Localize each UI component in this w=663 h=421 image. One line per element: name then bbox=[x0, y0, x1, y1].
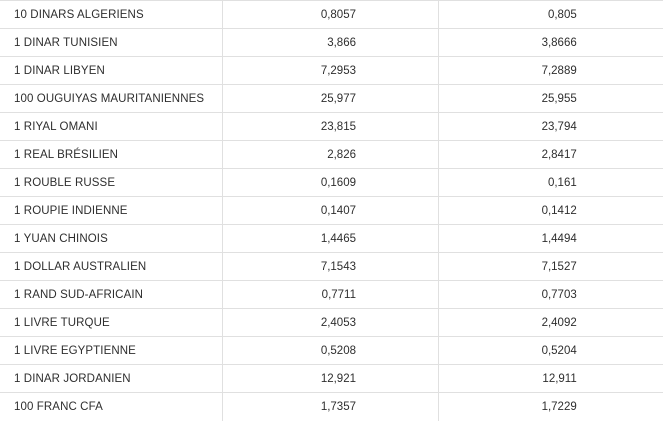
rate-buy-cell bbox=[222, 141, 438, 169]
rate-sell-value: 0,1412 bbox=[541, 204, 577, 217]
currency-label: 1 ROUPIE INDIENNE bbox=[0, 197, 222, 225]
table-row bbox=[0, 197, 663, 225]
rate-sell-value: 1,7229 bbox=[541, 400, 577, 413]
rate-buy-value: 25,977 bbox=[320, 92, 356, 105]
currency-label: 1 YUAN CHINOIS bbox=[0, 225, 222, 253]
currency-label: 10 DINARS ALGERIENS bbox=[0, 1, 222, 29]
rate-sell-value: 2,8417 bbox=[541, 148, 577, 161]
rate-buy-cell bbox=[222, 309, 438, 337]
exchange-rates-body bbox=[0, 1, 663, 421]
rate-buy-cell bbox=[222, 57, 438, 85]
rate-sell-cell bbox=[438, 365, 663, 393]
rate-buy-value: 1,4465 bbox=[320, 232, 356, 245]
rate-buy-cell bbox=[222, 85, 438, 113]
rate-sell-value: 25,955 bbox=[541, 92, 577, 105]
rate-sell-value: 2,4092 bbox=[541, 316, 577, 329]
rate-buy-value: 7,1543 bbox=[320, 260, 356, 273]
rate-buy-value: 0,5208 bbox=[320, 344, 356, 357]
table-row bbox=[0, 1, 663, 29]
rate-buy-value: 0,1407 bbox=[320, 204, 356, 217]
table-row bbox=[0, 57, 663, 85]
rate-buy-cell bbox=[222, 253, 438, 281]
currency-label: 1 REAL BRÉSILIEN bbox=[0, 141, 222, 169]
currency-label: 1 DINAR JORDANIEN bbox=[0, 365, 222, 393]
table-row bbox=[0, 309, 663, 337]
currency-label: 1 ROUBLE RUSSE bbox=[0, 169, 222, 197]
currency-label: 1 LIVRE EGYPTIENNE bbox=[0, 337, 222, 365]
table-row bbox=[0, 253, 663, 281]
rate-buy-value: 2,826 bbox=[327, 148, 356, 161]
rate-buy-value: 7,2953 bbox=[320, 64, 356, 77]
rate-sell-cell bbox=[438, 1, 663, 29]
currency-label: 1 RAND SUD-AFRICAIN bbox=[0, 281, 222, 309]
table-row bbox=[0, 141, 663, 169]
table-row bbox=[0, 29, 663, 57]
rate-buy-cell bbox=[222, 169, 438, 197]
rate-sell-cell bbox=[438, 225, 663, 253]
table-row bbox=[0, 337, 663, 365]
table-row bbox=[0, 365, 663, 393]
rate-buy-value: 2,4053 bbox=[320, 316, 356, 329]
rate-buy-value: 1,7357 bbox=[320, 400, 356, 413]
rate-sell-cell bbox=[438, 253, 663, 281]
rate-buy-value: 0,1609 bbox=[320, 176, 356, 189]
currency-label: 1 DINAR LIBYEN bbox=[0, 57, 222, 85]
rate-sell-cell bbox=[438, 393, 663, 421]
currency-label: 100 OUGUIYAS MAURITANIENNES bbox=[0, 85, 222, 113]
rate-buy-cell bbox=[222, 29, 438, 57]
rate-sell-cell bbox=[438, 169, 663, 197]
rate-sell-value: 0,7703 bbox=[541, 288, 577, 301]
table-row bbox=[0, 85, 663, 113]
rate-sell-value: 0,805 bbox=[547, 8, 577, 21]
rate-sell-cell bbox=[438, 337, 663, 365]
rate-sell-cell bbox=[438, 85, 663, 113]
table-row bbox=[0, 169, 663, 197]
rate-buy-value: 0,7711 bbox=[321, 288, 356, 301]
rate-sell-cell bbox=[438, 29, 663, 57]
rate-sell-value: 1,4494 bbox=[541, 232, 577, 245]
rate-sell-value: 3,8666 bbox=[541, 36, 577, 49]
rate-buy-cell bbox=[222, 365, 438, 393]
rate-sell-value: 12,911 bbox=[542, 372, 577, 385]
rate-buy-cell bbox=[222, 337, 438, 365]
currency-label: 1 DOLLAR AUSTRALIEN bbox=[0, 253, 222, 281]
table-row bbox=[0, 393, 663, 421]
rate-buy-cell bbox=[222, 393, 438, 421]
currency-label: 1 RIYAL OMANI bbox=[0, 113, 222, 141]
rate-sell-value: 0,161 bbox=[547, 176, 577, 189]
currency-label: 1 LIVRE TURQUE bbox=[0, 309, 222, 337]
rate-buy-cell bbox=[222, 225, 438, 253]
rate-buy-value: 0,8057 bbox=[320, 8, 356, 21]
rate-sell-cell bbox=[438, 57, 663, 85]
rate-sell-value: 7,2889 bbox=[541, 64, 577, 77]
rate-sell-cell bbox=[438, 113, 663, 141]
rate-buy-value: 12,921 bbox=[320, 372, 356, 385]
rate-buy-cell bbox=[222, 1, 438, 29]
table-row bbox=[0, 281, 663, 309]
rate-sell-value: 23,794 bbox=[541, 120, 577, 133]
rate-buy-value: 3,866 bbox=[327, 36, 356, 49]
rate-sell-cell bbox=[438, 281, 663, 309]
rate-sell-cell bbox=[438, 309, 663, 337]
rate-buy-cell bbox=[222, 197, 438, 225]
rate-sell-cell bbox=[438, 141, 663, 169]
currency-label: 100 FRANC CFA bbox=[0, 393, 222, 421]
rate-sell-value: 0,5204 bbox=[541, 344, 577, 357]
rate-sell-cell bbox=[438, 197, 663, 225]
rate-buy-value: 23,815 bbox=[320, 120, 356, 133]
table-row bbox=[0, 113, 663, 141]
currency-label: 1 DINAR TUNISIEN bbox=[0, 29, 222, 57]
rate-buy-cell bbox=[222, 281, 438, 309]
rate-sell-value: 7,1527 bbox=[541, 260, 577, 273]
rate-buy-cell bbox=[222, 113, 438, 141]
table-row bbox=[0, 225, 663, 253]
